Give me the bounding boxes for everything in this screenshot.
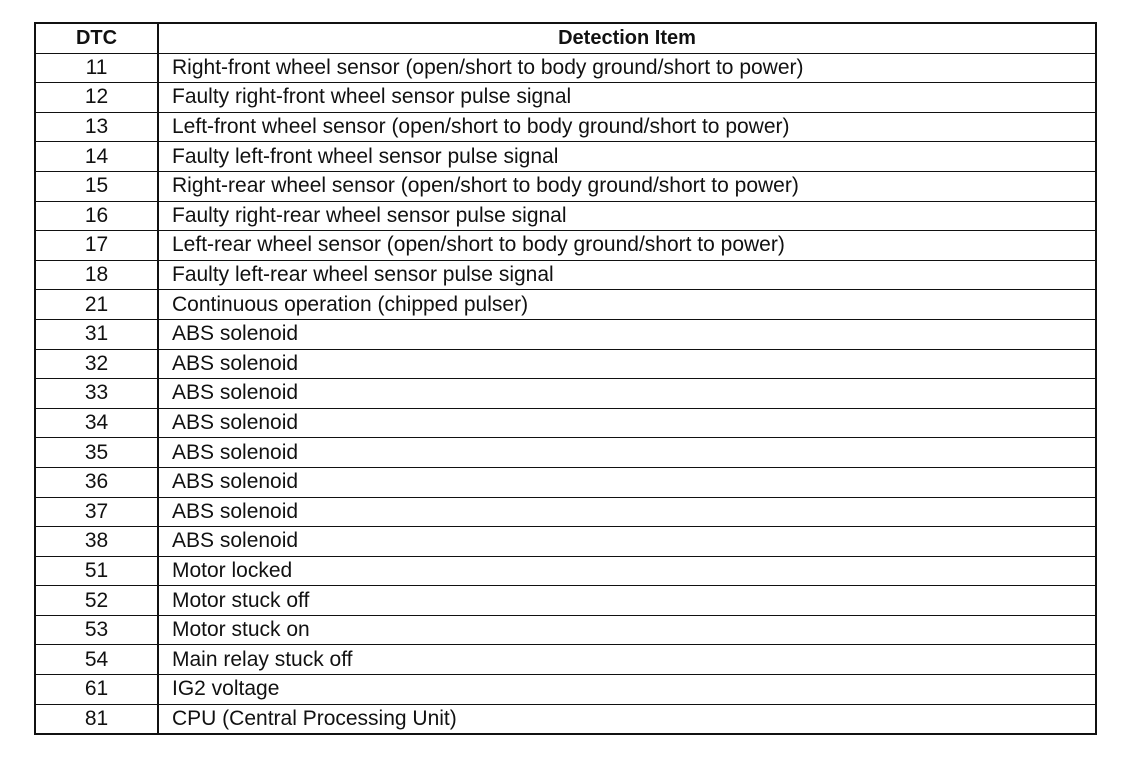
table-row xyxy=(35,704,1096,734)
table-row xyxy=(35,260,1096,290)
dtc-code-cell: 33 xyxy=(35,379,158,409)
dtc-code-cell: 38 xyxy=(35,527,158,557)
dtc-code-cell: 18 xyxy=(35,260,158,290)
detection-item-cell: ABS solenoid xyxy=(158,438,1096,468)
table-row xyxy=(35,527,1096,557)
table-row xyxy=(35,675,1096,705)
detection-item-cell: ABS solenoid xyxy=(158,319,1096,349)
detection-item-cell: ABS solenoid xyxy=(158,467,1096,497)
detection-item-cell: Faulty right-rear wheel sensor pulse signal xyxy=(158,201,1096,231)
detection-item-cell: Faulty left-rear wheel sensor pulse signal xyxy=(158,260,1096,290)
table-row xyxy=(35,438,1096,468)
dtc-code-cell: 15 xyxy=(35,171,158,201)
table-row xyxy=(35,586,1096,616)
table-row xyxy=(35,290,1096,320)
table-row xyxy=(35,83,1096,113)
detection-item-cell: Continuous operation (chipped pulser) xyxy=(158,290,1096,320)
dtc-code-cell: 16 xyxy=(35,201,158,231)
table-row xyxy=(35,171,1096,201)
dtc-code-cell: 53 xyxy=(35,615,158,645)
dtc-code-cell: 52 xyxy=(35,586,158,616)
table-row xyxy=(35,379,1096,409)
detection-item-cell: Right-front wheel sensor (open/short to body ground/short to power) xyxy=(158,53,1096,83)
table-row xyxy=(35,408,1096,438)
dtc-code-cell: 32 xyxy=(35,349,158,379)
dtc-code-cell: 35 xyxy=(35,438,158,468)
detection-item-cell: Main relay stuck off xyxy=(158,645,1096,675)
dtc-code-cell: 54 xyxy=(35,645,158,675)
dtc-code-cell: 14 xyxy=(35,142,158,172)
table-body xyxy=(35,53,1096,734)
detection-item-cell: Motor stuck off xyxy=(158,586,1096,616)
detection-item-cell: Left-front wheel sensor (open/short to body ground/short to power) xyxy=(158,112,1096,142)
table-row xyxy=(35,142,1096,172)
table-row xyxy=(35,319,1096,349)
table-row xyxy=(35,112,1096,142)
table-row xyxy=(35,201,1096,231)
dtc-table xyxy=(34,22,1097,735)
detection-item-cell: CPU (Central Processing Unit) xyxy=(158,704,1096,734)
table-row xyxy=(35,497,1096,527)
detection-item-cell: ABS solenoid xyxy=(158,527,1096,557)
dtc-code-cell: 36 xyxy=(35,467,158,497)
column-header-dtc: DTC xyxy=(35,23,158,53)
dtc-code-cell: 34 xyxy=(35,408,158,438)
dtc-code-cell: 31 xyxy=(35,319,158,349)
detection-item-cell: ABS solenoid xyxy=(158,379,1096,409)
detection-item-cell: ABS solenoid xyxy=(158,349,1096,379)
detection-item-cell: Left-rear wheel sensor (open/short to body ground/short to power) xyxy=(158,231,1096,261)
detection-item-cell: IG2 voltage xyxy=(158,675,1096,705)
dtc-code-cell: 37 xyxy=(35,497,158,527)
detection-item-cell: ABS solenoid xyxy=(158,408,1096,438)
dtc-code-cell: 61 xyxy=(35,675,158,705)
table-row xyxy=(35,556,1096,586)
dtc-code-cell: 11 xyxy=(35,53,158,83)
dtc-code-cell: 51 xyxy=(35,556,158,586)
column-header-detection-item: Detection Item xyxy=(158,23,1096,53)
dtc-code-cell: 21 xyxy=(35,290,158,320)
table-row xyxy=(35,645,1096,675)
detection-item-cell: Faulty right-front wheel sensor pulse signal xyxy=(158,83,1096,113)
table-row xyxy=(35,53,1096,83)
dtc-code-cell: 13 xyxy=(35,112,158,142)
dtc-code-cell: 81 xyxy=(35,704,158,734)
detection-item-cell: ABS solenoid xyxy=(158,497,1096,527)
detection-item-cell: Faulty left-front wheel sensor pulse signal xyxy=(158,142,1096,172)
dtc-code-cell: 17 xyxy=(35,231,158,261)
table-row xyxy=(35,467,1096,497)
detection-item-cell: Motor stuck on xyxy=(158,615,1096,645)
dtc-code-cell: 12 xyxy=(35,83,158,113)
table-row xyxy=(35,349,1096,379)
table-row xyxy=(35,231,1096,261)
table-header-row xyxy=(35,23,1096,53)
detection-item-cell: Motor locked xyxy=(158,556,1096,586)
detection-item-cell: Right-rear wheel sensor (open/short to body ground/short to power) xyxy=(158,171,1096,201)
table-row xyxy=(35,615,1096,645)
